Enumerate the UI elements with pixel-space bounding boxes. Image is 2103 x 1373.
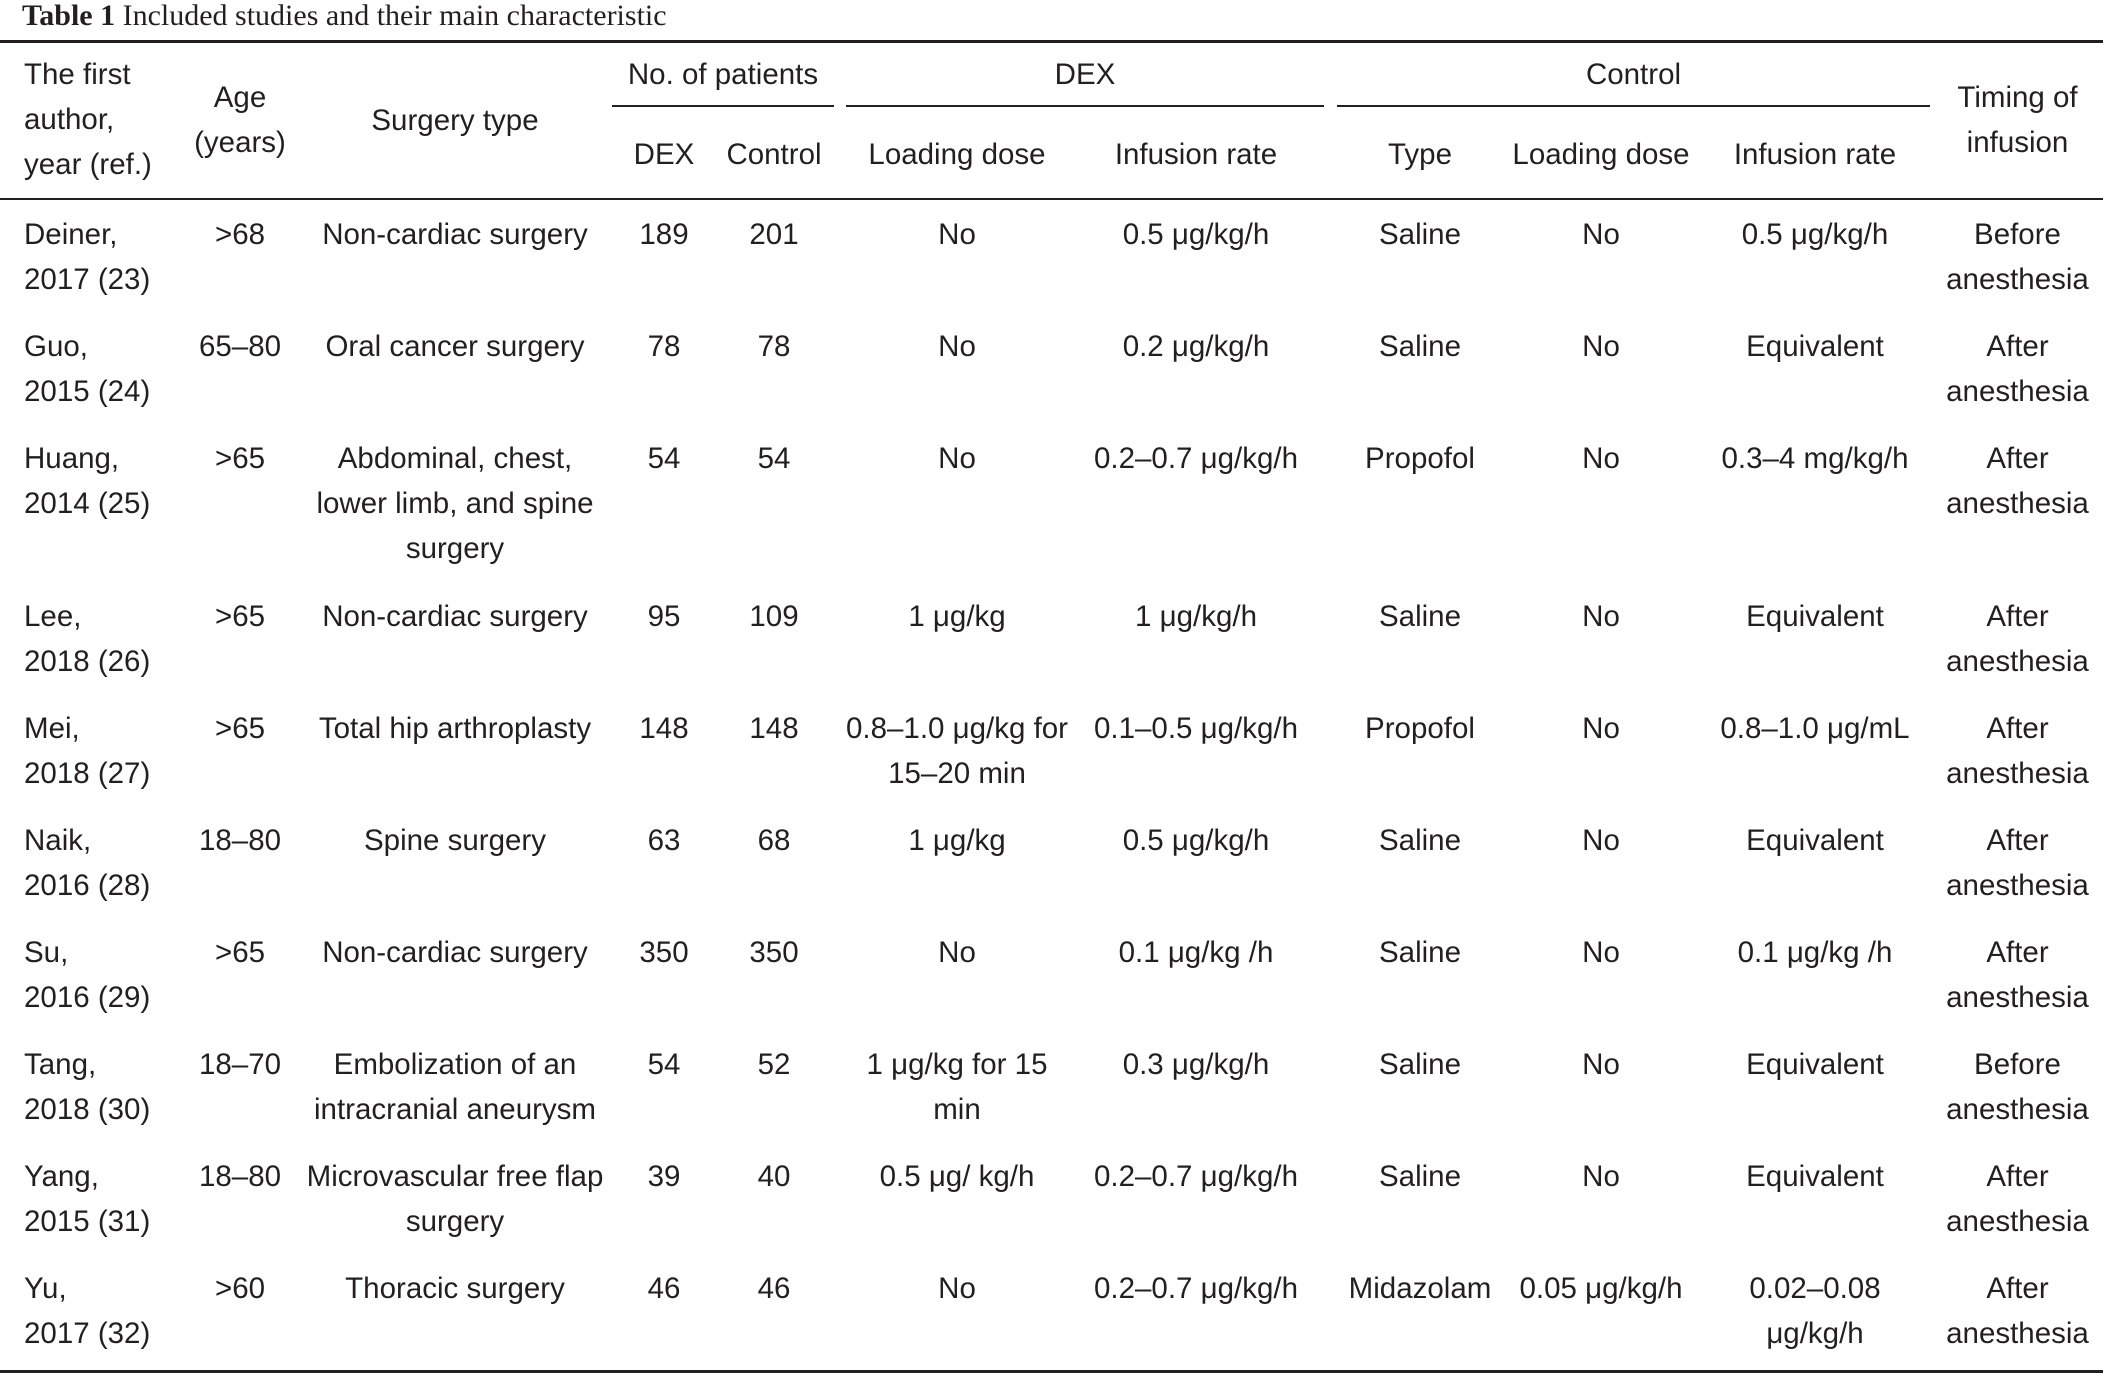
header-age: Age (years) bbox=[194, 81, 286, 159]
row-10-control-rate: 0.02–0.08 μg/kg/h bbox=[1749, 1272, 1881, 1350]
row-7-timing: After anesthesia bbox=[1946, 936, 2089, 1014]
row-4-control-rate: Equivalent bbox=[1746, 600, 1884, 633]
row-6-control-rate: Equivalent bbox=[1746, 824, 1884, 857]
row-5-dex-loading: 0.8–1.0 μg/kg for 15–20 min bbox=[846, 712, 1068, 790]
row-2-dex-loading: No bbox=[938, 330, 976, 363]
row-10-control-type: Midazolam bbox=[1348, 1272, 1492, 1305]
control-group-rule bbox=[1337, 105, 1930, 107]
row-8-control-loading: No bbox=[1582, 1048, 1620, 1081]
row-4-age: >65 bbox=[214, 600, 266, 633]
row-6-timing: After anesthesia bbox=[1946, 824, 2089, 902]
row-10-timing: After anesthesia bbox=[1946, 1272, 2089, 1350]
row-1-age: >68 bbox=[214, 218, 266, 251]
row-2-timing: After anesthesia bbox=[1946, 330, 2089, 408]
table-caption bbox=[22, 0, 667, 32]
row-9-control-rate: Equivalent bbox=[1746, 1160, 1884, 1193]
row-4-timing: After anesthesia bbox=[1946, 600, 2089, 678]
row-10-surgery: Thoracic surgery bbox=[345, 1272, 565, 1305]
row-9-age: 18–80 bbox=[198, 1160, 282, 1193]
row-1-control-type: Saline bbox=[1378, 218, 1461, 251]
row-8-control-rate: Equivalent bbox=[1746, 1048, 1884, 1081]
row-4-control-loading: No bbox=[1582, 600, 1620, 633]
row-10-control-n: 46 bbox=[757, 1272, 791, 1305]
row-6-age: 18–80 bbox=[198, 824, 282, 857]
row-1-dex-loading: No bbox=[938, 218, 976, 251]
row-9-dex-rate: 0.2–0.7 μg/kg/h bbox=[1094, 1160, 1298, 1193]
row-6-control-type: Saline bbox=[1378, 824, 1461, 857]
row-7-control-loading: No bbox=[1582, 936, 1620, 969]
row-5-dex-rate: 0.1–0.5 μg/kg/h bbox=[1094, 712, 1298, 745]
row-2-dex-rate: 0.2 μg/kg/h bbox=[1122, 330, 1270, 363]
row-5-dex-n: 148 bbox=[639, 712, 689, 745]
row-1-control-n: 201 bbox=[749, 218, 799, 251]
row-7-control-n: 350 bbox=[749, 936, 799, 969]
header-dex-infusion-rate: Infusion rate bbox=[1114, 138, 1278, 171]
row-1-dex-rate: 0.5 μg/kg/h bbox=[1122, 218, 1270, 251]
row-8-age: 18–70 bbox=[198, 1048, 282, 1081]
row-9-surgery: Microvascular free flap surgery bbox=[306, 1160, 604, 1238]
header-control-infusion-rate: Infusion rate bbox=[1733, 138, 1897, 171]
row-7-dex-rate: 0.1 μg/kg /h bbox=[1118, 936, 1274, 969]
row-4-dex-rate: 1 μg/kg/h bbox=[1135, 600, 1257, 633]
row-3-dex-rate: 0.2–0.7 μg/kg/h bbox=[1094, 442, 1298, 475]
row-3-control-loading: No bbox=[1582, 442, 1620, 475]
row-5-control-n: 148 bbox=[749, 712, 799, 745]
row-3-dex-loading: No bbox=[938, 442, 976, 475]
row-7-control-rate: 0.1 μg/kg /h bbox=[1737, 936, 1893, 969]
row-3-timing: After anesthesia bbox=[1946, 442, 2089, 520]
header-dex-loading-dose: Loading dose bbox=[868, 138, 1046, 171]
row-7-author: Su, 2016 (29) bbox=[24, 936, 151, 1014]
row-2-author: Guo, 2015 (24) bbox=[24, 330, 151, 408]
header-no-of-patients: No. of patients bbox=[627, 58, 819, 91]
row-8-dex-rate: 0.3 μg/kg/h bbox=[1122, 1048, 1270, 1081]
header-control-type: Type bbox=[1388, 138, 1452, 171]
row-9-control-type: Saline bbox=[1378, 1160, 1461, 1193]
row-9-control-loading: No bbox=[1582, 1160, 1620, 1193]
row-8-dex-n: 54 bbox=[647, 1048, 681, 1081]
row-10-control-loading: 0.05 μg/kg/h bbox=[1519, 1272, 1683, 1305]
row-9-author: Yang, 2015 (31) bbox=[24, 1160, 151, 1238]
row-3-author: Huang, 2014 (25) bbox=[24, 442, 151, 520]
header-first-author: The first author, year (ref.) bbox=[24, 58, 152, 181]
row-4-dex-loading: 1 μg/kg bbox=[908, 600, 1006, 633]
row-10-author: Yu, 2017 (32) bbox=[24, 1272, 151, 1350]
row-1-control-loading: No bbox=[1582, 218, 1620, 251]
row-3-control-n: 54 bbox=[757, 442, 791, 475]
row-6-surgery: Spine surgery bbox=[363, 824, 546, 857]
row-8-timing: Before anesthesia bbox=[1946, 1048, 2089, 1126]
row-3-control-rate: 0.3–4 mg/kg/h bbox=[1721, 442, 1909, 475]
table-caption-label: Table 1 bbox=[22, 0, 116, 32]
row-1-surgery: Non-cardiac surgery bbox=[322, 218, 588, 251]
row-6-control-n: 68 bbox=[757, 824, 791, 857]
row-8-control-n: 52 bbox=[757, 1048, 791, 1081]
row-3-dex-n: 54 bbox=[647, 442, 681, 475]
row-4-author: Lee, 2018 (26) bbox=[24, 600, 151, 678]
row-7-age: >65 bbox=[214, 936, 266, 969]
row-5-surgery: Total hip arthroplasty bbox=[318, 712, 592, 745]
table-header-rule bbox=[0, 198, 2103, 200]
row-4-surgery: Non-cardiac surgery bbox=[322, 600, 588, 633]
row-7-control-type: Saline bbox=[1378, 936, 1461, 969]
header-control-count: Control bbox=[726, 138, 822, 171]
table-top-rule bbox=[0, 40, 2103, 43]
row-10-dex-loading: No bbox=[938, 1272, 976, 1305]
row-2-control-type: Saline bbox=[1378, 330, 1461, 363]
row-7-dex-loading: No bbox=[938, 936, 976, 969]
row-1-control-rate: 0.5 μg/kg/h bbox=[1741, 218, 1889, 251]
row-9-timing: After anesthesia bbox=[1946, 1160, 2089, 1238]
row-4-control-n: 109 bbox=[749, 600, 799, 633]
row-2-control-n: 78 bbox=[757, 330, 791, 363]
header-control-group: Control bbox=[1585, 58, 1682, 91]
header-surgery-type: Surgery type bbox=[371, 104, 539, 137]
row-8-dex-loading: 1 μg/kg for 15 min bbox=[866, 1048, 1048, 1126]
row-1-dex-n: 189 bbox=[639, 218, 689, 251]
row-6-dex-n: 63 bbox=[647, 824, 681, 857]
table-caption-text: Included studies and their main characteristic bbox=[122, 0, 667, 32]
row-1-author: Deiner, 2017 (23) bbox=[24, 218, 151, 296]
header-timing: Timing of infusion bbox=[1957, 81, 2078, 159]
row-8-control-type: Saline bbox=[1378, 1048, 1461, 1081]
row-6-control-loading: No bbox=[1582, 824, 1620, 857]
row-4-dex-n: 95 bbox=[647, 600, 681, 633]
row-2-control-loading: No bbox=[1582, 330, 1620, 363]
row-6-dex-rate: 0.5 μg/kg/h bbox=[1122, 824, 1270, 857]
row-7-dex-n: 350 bbox=[639, 936, 689, 969]
row-2-surgery: Oral cancer surgery bbox=[325, 330, 585, 363]
patients-group-rule bbox=[612, 105, 834, 107]
row-10-dex-n: 46 bbox=[647, 1272, 681, 1305]
row-5-control-rate: 0.8–1.0 μg/mL bbox=[1720, 712, 1910, 745]
row-3-control-type: Propofol bbox=[1365, 442, 1475, 475]
row-2-dex-n: 78 bbox=[647, 330, 681, 363]
row-8-author: Tang, 2018 (30) bbox=[24, 1048, 151, 1126]
header-dex-count: DEX bbox=[633, 138, 695, 171]
row-8-surgery: Embolization of an intracranial aneurysm bbox=[313, 1048, 596, 1126]
row-1-timing: Before anesthesia bbox=[1946, 218, 2089, 296]
header-control-loading-dose: Loading dose bbox=[1512, 138, 1690, 171]
row-9-dex-n: 39 bbox=[647, 1160, 681, 1193]
dex-group-rule bbox=[846, 105, 1324, 107]
row-6-dex-loading: 1 μg/kg bbox=[908, 824, 1006, 857]
row-2-age: 65–80 bbox=[198, 330, 282, 363]
row-7-surgery: Non-cardiac surgery bbox=[322, 936, 588, 969]
row-6-author: Naik, 2016 (28) bbox=[24, 824, 151, 902]
row-9-control-n: 40 bbox=[757, 1160, 791, 1193]
header-dex-group: DEX bbox=[1054, 58, 1116, 91]
row-5-control-loading: No bbox=[1582, 712, 1620, 745]
row-10-age: >60 bbox=[214, 1272, 266, 1305]
row-2-control-rate: Equivalent bbox=[1746, 330, 1884, 363]
row-5-author: Mei, 2018 (27) bbox=[24, 712, 151, 790]
row-5-age: >65 bbox=[214, 712, 266, 745]
row-3-age: >65 bbox=[214, 442, 266, 475]
row-4-control-type: Saline bbox=[1378, 600, 1461, 633]
row-10-dex-rate: 0.2–0.7 μg/kg/h bbox=[1094, 1272, 1298, 1305]
row-9-dex-loading: 0.5 μg/ kg/h bbox=[879, 1160, 1035, 1193]
row-5-control-type: Propofol bbox=[1365, 712, 1475, 745]
row-5-timing: After anesthesia bbox=[1946, 712, 2089, 790]
row-3-surgery: Abdominal, chest, lower limb, and spine surgery bbox=[316, 442, 594, 565]
